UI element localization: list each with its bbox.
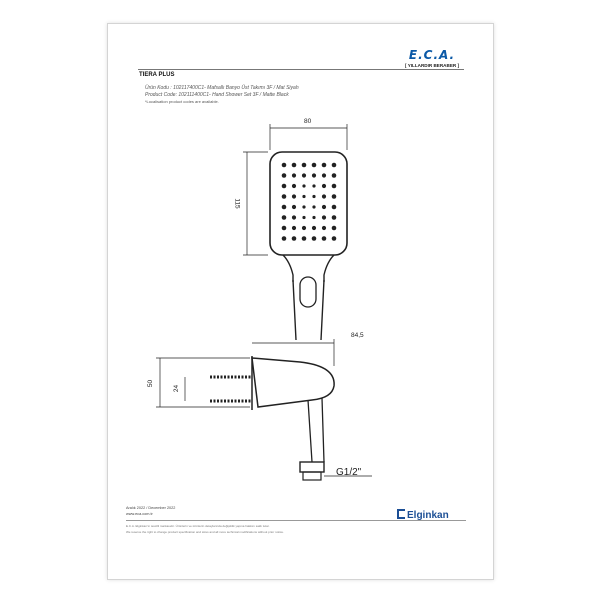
nozzle-dot bbox=[312, 163, 317, 168]
nozzle-dot bbox=[282, 215, 287, 220]
logo-mark: E.C.A. bbox=[408, 48, 456, 62]
dim-height-label: 115 bbox=[233, 198, 241, 209]
localisation-note: *Localisation product codes are available. bbox=[145, 99, 219, 104]
nozzle-dot bbox=[332, 205, 337, 210]
nozzle-dot bbox=[302, 195, 305, 198]
nozzle-dot bbox=[312, 226, 316, 230]
handle-slot bbox=[300, 277, 316, 307]
nozzle-dot bbox=[312, 195, 315, 198]
nozzle-dot bbox=[302, 226, 306, 230]
nozzle-dot bbox=[332, 226, 337, 231]
product-title: TIERA PLUS bbox=[139, 72, 175, 78]
nozzle-dot bbox=[312, 216, 315, 219]
nozzle-dot bbox=[292, 215, 296, 219]
nozzle-dot bbox=[292, 184, 296, 188]
nozzle-dot bbox=[322, 236, 327, 241]
nozzle-dot bbox=[322, 194, 326, 198]
nozzle-dot bbox=[282, 236, 287, 241]
nozzle-dot bbox=[302, 163, 307, 168]
nozzle-dot bbox=[292, 226, 296, 230]
nozzle-dot bbox=[292, 205, 296, 209]
nozzle-dot bbox=[312, 205, 315, 208]
thread-label: G1/2" bbox=[336, 467, 362, 478]
nozzle-grid bbox=[282, 163, 337, 241]
elginkan-name: Elginkan bbox=[407, 510, 449, 521]
product-code-en: Product Code: 102111400C1- Hand Shower Set 3F / Matte Black bbox=[145, 92, 289, 98]
nozzle-dot bbox=[312, 173, 316, 177]
nozzle-dot bbox=[292, 236, 297, 241]
nozzle-dot bbox=[332, 194, 337, 199]
dim-width-label: 80 bbox=[304, 118, 312, 125]
nozzle-dot bbox=[332, 163, 337, 168]
nozzle-dot bbox=[302, 236, 307, 241]
hose-nut bbox=[300, 462, 324, 472]
shower-handle bbox=[293, 280, 324, 340]
elginkan-logo bbox=[397, 509, 449, 521]
nozzle-dot bbox=[292, 194, 296, 198]
footer-date: Aralık 2022 / December 2022 bbox=[126, 506, 176, 510]
nozzle-dot bbox=[302, 216, 305, 219]
nozzle-dot bbox=[332, 173, 337, 178]
footer-disclaimer-tr: E.C.A. Elginkan'ın tescilli markasıdır. Ürünlerin ve ürünlerin detaylarında değişiklik yapma hakkını saklı tutar. bbox=[126, 524, 270, 528]
shower-hose bbox=[308, 398, 324, 462]
nozzle-dot bbox=[312, 184, 315, 187]
footer-disclaimer-en: We reserve the right to change product specification and sizes and all more technical modifications without prior notice. bbox=[126, 530, 284, 534]
nozzle-dot bbox=[312, 236, 317, 241]
nozzle-dot bbox=[332, 236, 337, 241]
nozzle-dot bbox=[282, 163, 287, 168]
footer-website[interactable]: www.eca.com.tr bbox=[126, 512, 153, 516]
nozzle-dot bbox=[282, 173, 287, 178]
nozzle-dot bbox=[292, 173, 296, 177]
nozzle-dot bbox=[302, 184, 305, 187]
nozzle-dot bbox=[332, 184, 337, 189]
nozzle-dot bbox=[302, 205, 305, 208]
dim-spacing-label: 24 bbox=[173, 384, 181, 393]
nozzle-dot bbox=[292, 163, 297, 168]
nozzle-dot bbox=[322, 163, 327, 168]
logo-tagline: [ YILLARDIR BERABER ] bbox=[404, 63, 460, 68]
nozzle-dot bbox=[282, 194, 287, 199]
nozzle-dot bbox=[322, 215, 326, 219]
nozzle-dot bbox=[322, 205, 326, 209]
hose-connector bbox=[303, 472, 321, 480]
nozzle-dot bbox=[322, 184, 326, 188]
nozzle-dot bbox=[332, 215, 337, 220]
elginkan-mark-icon bbox=[397, 509, 405, 519]
nozzle-dot bbox=[282, 184, 287, 189]
dim-offset-label: 84,5 bbox=[351, 332, 364, 339]
nozzle-dot bbox=[282, 226, 287, 231]
product-code-tr: Ürün Kodu : 102117400C1- Mafsallı Banyo Üst Takımı 3F / Mat Siyah bbox=[145, 85, 299, 91]
nozzle-dot bbox=[322, 226, 326, 230]
nozzle-dot bbox=[282, 205, 287, 210]
dim-bracket-label: 50 bbox=[147, 379, 155, 388]
nozzle-dot bbox=[322, 173, 326, 177]
nozzle-dot bbox=[302, 173, 306, 177]
shower-neck bbox=[283, 255, 334, 282]
